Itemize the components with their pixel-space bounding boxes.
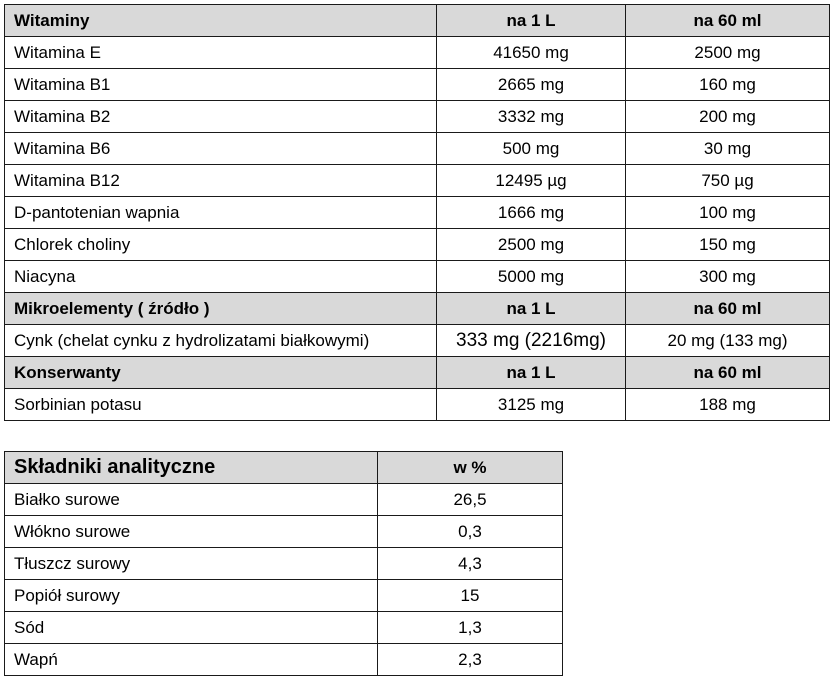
microelements-header-row	[5, 293, 830, 325]
ingredient-name: Chlorek choliny	[5, 229, 437, 261]
table-row	[5, 261, 830, 293]
vitamins-table	[4, 4, 830, 421]
ingredient-name: Niacyna	[5, 261, 437, 293]
component-name: Wapń	[5, 644, 378, 676]
table-row	[5, 516, 563, 548]
table-row	[5, 165, 830, 197]
header-per-60ml: na 60 ml	[626, 5, 830, 37]
table-row	[5, 612, 563, 644]
value-per-60ml: 200 mg	[626, 101, 830, 133]
header-percent: w %	[378, 452, 563, 484]
component-value: 4,3	[378, 548, 563, 580]
table-row	[5, 133, 830, 165]
value-per-1l: 41650 mg	[437, 37, 626, 69]
table-row	[5, 389, 830, 421]
value-per-60ml: 150 mg	[626, 229, 830, 261]
component-name: Tłuszcz surowy	[5, 548, 378, 580]
value-per-1l: 5000 mg	[437, 261, 626, 293]
vitamins-header-row	[5, 5, 830, 37]
component-value: 15	[378, 580, 563, 612]
ingredient-name: Witamina B1	[5, 69, 437, 101]
table-row	[5, 101, 830, 133]
value-per-60ml: 188 mg	[626, 389, 830, 421]
component-value: 1,3	[378, 612, 563, 644]
value-per-1l: 12495 µg	[437, 165, 626, 197]
analytic-header-label: Składniki analityczne	[5, 452, 378, 484]
component-name: Białko surowe	[5, 484, 378, 516]
table-row	[5, 484, 563, 516]
value-per-60ml: 30 mg	[626, 133, 830, 165]
ingredient-name: Sorbinian potasu	[5, 389, 437, 421]
component-value: 2,3	[378, 644, 563, 676]
ingredient-name: Witamina B12	[5, 165, 437, 197]
table-row	[5, 548, 563, 580]
ingredient-name: D-pantotenian wapnia	[5, 197, 437, 229]
table-row	[5, 37, 830, 69]
preservatives-header-row	[5, 357, 830, 389]
value-per-60ml: 300 mg	[626, 261, 830, 293]
value-per-60ml: 2500 mg	[626, 37, 830, 69]
header-per-1l: na 1 L	[437, 293, 626, 325]
value-per-1l: 500 mg	[437, 133, 626, 165]
header-per-1l: na 1 L	[437, 5, 626, 37]
header-per-60ml: na 60 ml	[626, 293, 830, 325]
value-per-1l: 333 mg (2216mg)	[437, 325, 626, 357]
table-row	[5, 644, 563, 676]
table-row	[5, 580, 563, 612]
value-per-60ml: 20 mg (133 mg)	[626, 325, 830, 357]
preservatives-header-label: Konserwanty	[5, 357, 437, 389]
value-per-1l: 1666 mg	[437, 197, 626, 229]
value-per-1l: 2665 mg	[437, 69, 626, 101]
component-name: Popiół surowy	[5, 580, 378, 612]
value-per-1l: 3332 mg	[437, 101, 626, 133]
table-row	[5, 197, 830, 229]
value-per-1l: 3125 mg	[437, 389, 626, 421]
ingredient-name: Witamina B6	[5, 133, 437, 165]
table-row	[5, 325, 830, 357]
value-per-60ml: 750 µg	[626, 165, 830, 197]
vitamins-header-label: Witaminy	[5, 5, 437, 37]
value-per-60ml: 160 mg	[626, 69, 830, 101]
ingredient-name: Cynk (chelat cynku z hydrolizatami białkowymi)	[5, 325, 437, 357]
component-value: 26,5	[378, 484, 563, 516]
analytic-header-row	[5, 452, 563, 484]
component-value: 0,3	[378, 516, 563, 548]
microelements-header-label: Mikroelementy ( źródło )	[5, 293, 437, 325]
ingredient-name: Witamina B2	[5, 101, 437, 133]
value-per-1l: 2500 mg	[437, 229, 626, 261]
header-per-60ml: na 60 ml	[626, 357, 830, 389]
header-per-1l: na 1 L	[437, 357, 626, 389]
value-per-60ml: 100 mg	[626, 197, 830, 229]
table-row	[5, 229, 830, 261]
component-name: Sód	[5, 612, 378, 644]
component-name: Włókno surowe	[5, 516, 378, 548]
table-row	[5, 69, 830, 101]
analytic-components-table	[4, 451, 563, 676]
ingredient-name: Witamina E	[5, 37, 437, 69]
